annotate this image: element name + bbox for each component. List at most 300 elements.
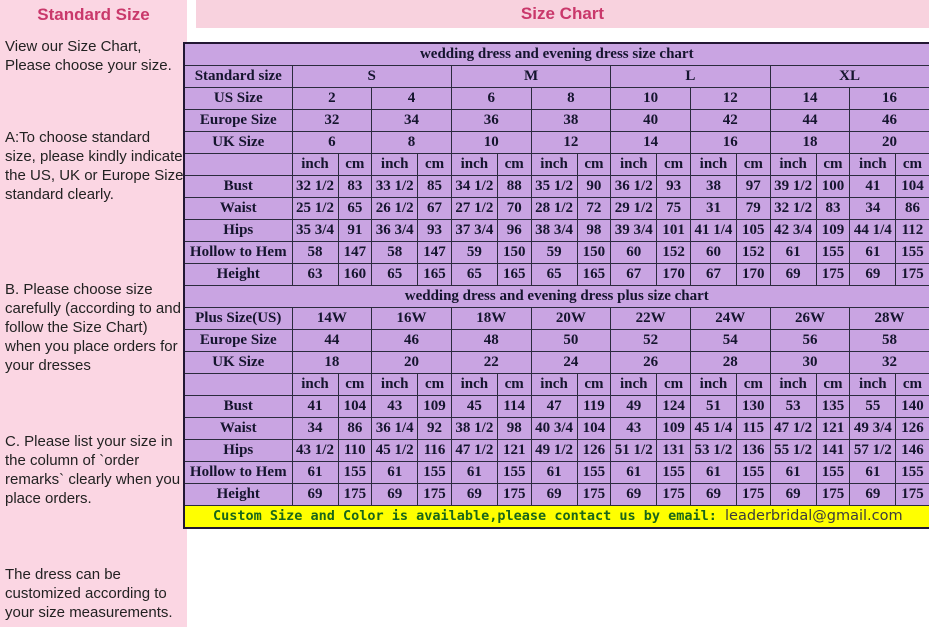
unit-cm: cm <box>338 154 372 176</box>
measure-value: 58 <box>292 242 338 264</box>
measure-value: 155 <box>418 462 452 484</box>
unit-cm: cm <box>736 374 770 396</box>
measure-value: 69 <box>451 484 497 506</box>
size-value: 14 <box>770 88 850 110</box>
measure-value: 63 <box>292 264 338 286</box>
measure-value: 61 <box>770 462 816 484</box>
measure-value: 90 <box>577 176 611 198</box>
size-value: 26 <box>611 352 691 374</box>
unit-cm: cm <box>418 154 452 176</box>
size-value: 48 <box>451 330 531 352</box>
measure-value: 37 3/4 <box>451 220 497 242</box>
measure-value: 58 <box>372 242 418 264</box>
measure-value: 135 <box>816 396 850 418</box>
unit-inch: inch <box>451 154 497 176</box>
size-chart-header <box>196 0 929 28</box>
measure-value: 130 <box>736 396 770 418</box>
measure-value: 34 1/2 <box>451 176 497 198</box>
measure-value: 43 <box>611 418 657 440</box>
measure-value: 69 <box>850 484 896 506</box>
measure-value: 175 <box>338 484 372 506</box>
measure-value: 67 <box>690 264 736 286</box>
chart-title-row <box>184 43 929 66</box>
measure-value: 29 1/2 <box>611 198 657 220</box>
measure-value: 83 <box>816 198 850 220</box>
row-label: Europe Size <box>184 110 292 132</box>
sidebar <box>0 0 187 627</box>
measure-value: 170 <box>657 264 691 286</box>
measure-row <box>184 242 929 264</box>
chart-title-row <box>184 286 929 308</box>
size-row <box>184 330 929 352</box>
measure-value: 83 <box>338 176 372 198</box>
measure-value: 98 <box>577 220 611 242</box>
measure-value: 136 <box>736 440 770 462</box>
measure-value: 38 <box>690 176 736 198</box>
measure-value: 155 <box>338 462 372 484</box>
measure-value: 69 <box>770 264 816 286</box>
measure-value: 85 <box>418 176 452 198</box>
group-size: S <box>292 66 451 88</box>
size-value: 20 <box>372 352 452 374</box>
unit-cm: cm <box>657 154 691 176</box>
measure-value: 53 <box>770 396 816 418</box>
size-value: 58 <box>850 330 929 352</box>
size-row <box>184 88 929 110</box>
row-label: Hips <box>184 440 292 462</box>
measure-value: 109 <box>418 396 452 418</box>
measure-value: 28 1/2 <box>531 198 577 220</box>
measure-value: 67 <box>418 198 452 220</box>
unit-cm: cm <box>577 374 611 396</box>
unit-inch: inch <box>531 374 577 396</box>
measure-value: 114 <box>497 396 531 418</box>
measure-value: 33 1/2 <box>372 176 418 198</box>
sidebar-title: Standard Size <box>37 5 150 24</box>
unit-inch: inch <box>292 154 338 176</box>
group-size: M <box>451 66 610 88</box>
measure-value: 51 1/2 <box>611 440 657 462</box>
measure-value: 38 1/2 <box>451 418 497 440</box>
measure-value: 175 <box>816 484 850 506</box>
measure-value: 96 <box>497 220 531 242</box>
size-value: 8 <box>372 132 452 154</box>
measure-value: 43 1/2 <box>292 440 338 462</box>
size-value: 10 <box>451 132 531 154</box>
measure-value: 49 <box>611 396 657 418</box>
measure-value: 59 <box>531 242 577 264</box>
sidebar-paragraph-intro: View our Size Chart, Please choose your size. <box>5 38 172 75</box>
size-value: 20 <box>850 132 929 154</box>
size-chart-header-title: Size Chart <box>520 4 605 23</box>
size-value: 38 <box>531 110 611 132</box>
measure-value: 121 <box>497 440 531 462</box>
size-value: 44 <box>770 110 850 132</box>
size-row <box>184 132 929 154</box>
measure-value: 175 <box>497 484 531 506</box>
unit-inch: inch <box>690 154 736 176</box>
measure-value: 45 1/4 <box>690 418 736 440</box>
sidebar-paragraph-custom: The dress can be customized according to your size measurements. <box>5 566 173 622</box>
measure-value: 61 <box>292 462 338 484</box>
measure-value: 57 1/2 <box>850 440 896 462</box>
measure-value: 47 1/2 <box>770 418 816 440</box>
measure-value: 104 <box>577 418 611 440</box>
measure-value: 69 <box>770 484 816 506</box>
measure-value: 65 <box>338 198 372 220</box>
measure-value: 116 <box>418 440 452 462</box>
measure-value: 26 1/2 <box>372 198 418 220</box>
measure-value: 152 <box>736 242 770 264</box>
size-value: 34 <box>372 110 452 132</box>
unit-cm: cm <box>577 154 611 176</box>
measure-value: 32 1/2 <box>770 198 816 220</box>
sidebar-paragraph-c: C. Please list your size in the column of `order remarks` clearly when you place orders. <box>5 433 181 508</box>
measure-value: 152 <box>657 242 691 264</box>
size-value: 14 <box>611 132 691 154</box>
measure-value: 91 <box>338 220 372 242</box>
measure-value: 119 <box>577 396 611 418</box>
measure-value: 45 1/2 <box>372 440 418 462</box>
measure-value: 25 1/2 <box>292 198 338 220</box>
row-label: UK Size <box>184 132 292 154</box>
size-value: 18 <box>770 132 850 154</box>
measure-value: 155 <box>896 242 929 264</box>
measure-value: 150 <box>577 242 611 264</box>
measure-value: 104 <box>896 176 929 198</box>
measure-value: 165 <box>497 264 531 286</box>
unit-cm: cm <box>736 154 770 176</box>
custom-size-notice <box>184 506 929 529</box>
unit-row-spacer <box>184 374 292 396</box>
measure-value: 126 <box>896 418 929 440</box>
group-size: L <box>611 66 770 88</box>
measure-value: 131 <box>657 440 691 462</box>
measure-value: 115 <box>736 418 770 440</box>
row-label: Europe Size <box>184 330 292 352</box>
contact-email: leaderbridal@gmail.com <box>725 508 903 524</box>
measure-value: 147 <box>418 242 452 264</box>
measure-value: 35 1/2 <box>531 176 577 198</box>
measure-value: 55 1/2 <box>770 440 816 462</box>
unit-cm: cm <box>497 374 531 396</box>
unit-row <box>184 154 929 176</box>
measure-value: 61 <box>850 462 896 484</box>
measure-value: 43 <box>372 396 418 418</box>
size-value: 6 <box>451 88 531 110</box>
row-label: Hollow to Hem <box>184 462 292 484</box>
measure-value: 88 <box>497 176 531 198</box>
measure-value: 67 <box>611 264 657 286</box>
measure-row <box>184 220 929 242</box>
measure-value: 98 <box>497 418 531 440</box>
group-size: 26W <box>770 308 850 330</box>
unit-cm: cm <box>816 374 850 396</box>
group-size: 14W <box>292 308 372 330</box>
measure-value: 42 3/4 <box>770 220 816 242</box>
measure-value: 61 <box>690 462 736 484</box>
unit-inch: inch <box>850 154 896 176</box>
size-value: 56 <box>770 330 850 352</box>
size-value: 32 <box>292 110 372 132</box>
measure-value: 86 <box>338 418 372 440</box>
measure-value: 27 1/2 <box>451 198 497 220</box>
measure-value: 100 <box>816 176 850 198</box>
unit-inch: inch <box>770 154 816 176</box>
measure-value: 92 <box>418 418 452 440</box>
measure-value: 155 <box>497 462 531 484</box>
measure-value: 175 <box>896 484 929 506</box>
measure-value: 110 <box>338 440 372 462</box>
footer-row <box>184 506 929 529</box>
measure-value: 34 <box>850 198 896 220</box>
measure-value: 175 <box>577 484 611 506</box>
group-row <box>184 66 929 88</box>
unit-inch: inch <box>372 374 418 396</box>
size-value: 44 <box>292 330 372 352</box>
measure-value: 44 1/4 <box>850 220 896 242</box>
row-label: Bust <box>184 176 292 198</box>
size-value: 40 <box>611 110 691 132</box>
row-label: Height <box>184 484 292 506</box>
size-value: 24 <box>531 352 611 374</box>
measure-value: 69 <box>690 484 736 506</box>
measure-value: 47 1/2 <box>451 440 497 462</box>
size-value: 42 <box>690 110 770 132</box>
size-value: 30 <box>770 352 850 374</box>
measure-value: 36 1/2 <box>611 176 657 198</box>
measure-value: 61 <box>372 462 418 484</box>
size-value: 22 <box>451 352 531 374</box>
measure-value: 155 <box>577 462 611 484</box>
measure-value: 97 <box>736 176 770 198</box>
measure-value: 79 <box>736 198 770 220</box>
sidebar-paragraph-a: A:To choose standard size, please kindly indicate the US, UK or Europe Size standard clearly. <box>5 129 184 204</box>
measure-value: 150 <box>497 242 531 264</box>
size-row <box>184 352 929 374</box>
measure-value: 61 <box>850 242 896 264</box>
unit-cm: cm <box>418 374 452 396</box>
measure-value: 55 <box>850 396 896 418</box>
unit-cm: cm <box>497 154 531 176</box>
measure-value: 175 <box>418 484 452 506</box>
measure-row <box>184 462 929 484</box>
measure-value: 51 <box>690 396 736 418</box>
measure-value: 155 <box>896 462 929 484</box>
measure-value: 112 <box>896 220 929 242</box>
unit-inch: inch <box>611 374 657 396</box>
row-label: Standard size <box>184 66 292 88</box>
unit-inch: inch <box>611 154 657 176</box>
measure-value: 121 <box>816 418 850 440</box>
measure-row <box>184 418 929 440</box>
size-value: 10 <box>611 88 691 110</box>
measure-value: 39 3/4 <box>611 220 657 242</box>
notice-text: Custom Size and Color is available,please contact us by email: <box>212 508 725 524</box>
unit-inch: inch <box>451 374 497 396</box>
unit-cm: cm <box>338 374 372 396</box>
size-value: 52 <box>611 330 691 352</box>
unit-cm: cm <box>896 154 929 176</box>
size-value: 36 <box>451 110 531 132</box>
measure-value: 59 <box>451 242 497 264</box>
measure-row <box>184 176 929 198</box>
unit-inch: inch <box>850 374 896 396</box>
group-size: 16W <box>372 308 452 330</box>
measure-value: 104 <box>338 396 372 418</box>
measure-value: 60 <box>690 242 736 264</box>
row-label: Hips <box>184 220 292 242</box>
measure-value: 69 <box>372 484 418 506</box>
measure-value: 31 <box>690 198 736 220</box>
measure-value: 155 <box>657 462 691 484</box>
group-row <box>184 308 929 330</box>
unit-inch: inch <box>531 154 577 176</box>
measure-value: 160 <box>338 264 372 286</box>
measure-value: 140 <box>896 396 929 418</box>
measure-value: 47 <box>531 396 577 418</box>
size-chart-table <box>183 42 929 529</box>
measure-row <box>184 484 929 506</box>
measure-value: 69 <box>292 484 338 506</box>
size-value: 8 <box>531 88 611 110</box>
measure-value: 61 <box>451 462 497 484</box>
measure-value: 39 1/2 <box>770 176 816 198</box>
measure-value: 175 <box>896 264 929 286</box>
chart-title: wedding dress and evening dress size chart <box>184 43 929 66</box>
size-value: 12 <box>531 132 611 154</box>
measure-value: 69 <box>850 264 896 286</box>
measure-value: 61 <box>770 242 816 264</box>
measure-value: 60 <box>611 242 657 264</box>
measure-value: 146 <box>896 440 929 462</box>
row-label: Height <box>184 264 292 286</box>
measure-value: 72 <box>577 198 611 220</box>
size-value: 50 <box>531 330 611 352</box>
row-label: Plus Size(US) <box>184 308 292 330</box>
group-size: 20W <box>531 308 611 330</box>
measure-value: 165 <box>418 264 452 286</box>
measure-value: 34 <box>292 418 338 440</box>
measure-row <box>184 198 929 220</box>
measure-row <box>184 396 929 418</box>
size-value: 12 <box>690 88 770 110</box>
measure-value: 45 <box>451 396 497 418</box>
row-label: Waist <box>184 418 292 440</box>
row-label: US Size <box>184 88 292 110</box>
measure-value: 75 <box>657 198 691 220</box>
measure-value: 86 <box>896 198 929 220</box>
measure-value: 155 <box>816 462 850 484</box>
size-value: 46 <box>372 330 452 352</box>
group-size: 22W <box>611 308 691 330</box>
measure-value: 32 1/2 <box>292 176 338 198</box>
group-size: XL <box>770 66 929 88</box>
row-label: Hollow to Hem <box>184 242 292 264</box>
size-value: 54 <box>690 330 770 352</box>
measure-value: 147 <box>338 242 372 264</box>
unit-cm: cm <box>896 374 929 396</box>
measure-value: 165 <box>577 264 611 286</box>
measure-value: 38 3/4 <box>531 220 577 242</box>
size-value: 32 <box>850 352 929 374</box>
measure-value: 69 <box>531 484 577 506</box>
measure-value: 101 <box>657 220 691 242</box>
size-value: 18 <box>292 352 372 374</box>
measure-value: 65 <box>451 264 497 286</box>
measure-value: 141 <box>816 440 850 462</box>
size-value: 4 <box>372 88 452 110</box>
chart-title: wedding dress and evening dress plus size chart <box>184 286 929 308</box>
measure-value: 61 <box>531 462 577 484</box>
measure-value: 124 <box>657 396 691 418</box>
size-value: 46 <box>850 110 929 132</box>
measure-value: 69 <box>611 484 657 506</box>
measure-value: 175 <box>736 484 770 506</box>
measure-value: 65 <box>372 264 418 286</box>
size-value: 16 <box>850 88 929 110</box>
measure-value: 175 <box>816 264 850 286</box>
measure-value: 175 <box>657 484 691 506</box>
unit-inch: inch <box>372 154 418 176</box>
size-value: 2 <box>292 88 372 110</box>
measure-row <box>184 264 929 286</box>
measure-value: 155 <box>816 242 850 264</box>
sidebar-paragraph-b: B. Please choose size carefully (according to and follow the Size Chart) when you place orders for your dresses <box>5 281 181 375</box>
measure-value: 49 1/2 <box>531 440 577 462</box>
unit-inch: inch <box>770 374 816 396</box>
size-value: 16 <box>690 132 770 154</box>
measure-value: 36 1/4 <box>372 418 418 440</box>
unit-cm: cm <box>657 374 691 396</box>
measure-value: 126 <box>577 440 611 462</box>
measure-value: 93 <box>418 220 452 242</box>
measure-value: 70 <box>497 198 531 220</box>
row-label: Waist <box>184 198 292 220</box>
measure-value: 109 <box>657 418 691 440</box>
measure-row <box>184 440 929 462</box>
measure-value: 61 <box>611 462 657 484</box>
measure-value: 65 <box>531 264 577 286</box>
group-size: 24W <box>690 308 770 330</box>
unit-row-spacer <box>184 154 292 176</box>
measure-value: 155 <box>736 462 770 484</box>
size-row <box>184 110 929 132</box>
group-size: 28W <box>850 308 929 330</box>
measure-value: 109 <box>816 220 850 242</box>
row-label: UK Size <box>184 352 292 374</box>
unit-row <box>184 374 929 396</box>
size-value: 6 <box>292 132 372 154</box>
unit-inch: inch <box>690 374 736 396</box>
measure-value: 93 <box>657 176 691 198</box>
measure-value: 41 <box>850 176 896 198</box>
measure-value: 170 <box>736 264 770 286</box>
measure-value: 49 3/4 <box>850 418 896 440</box>
measure-value: 105 <box>736 220 770 242</box>
measure-value: 53 1/2 <box>690 440 736 462</box>
row-label: Bust <box>184 396 292 418</box>
measure-value: 41 <box>292 396 338 418</box>
unit-inch: inch <box>292 374 338 396</box>
measure-value: 41 1/4 <box>690 220 736 242</box>
unit-cm: cm <box>816 154 850 176</box>
size-value: 28 <box>690 352 770 374</box>
measure-value: 36 3/4 <box>372 220 418 242</box>
group-size: 18W <box>451 308 531 330</box>
measure-value: 35 3/4 <box>292 220 338 242</box>
measure-value: 40 3/4 <box>531 418 577 440</box>
